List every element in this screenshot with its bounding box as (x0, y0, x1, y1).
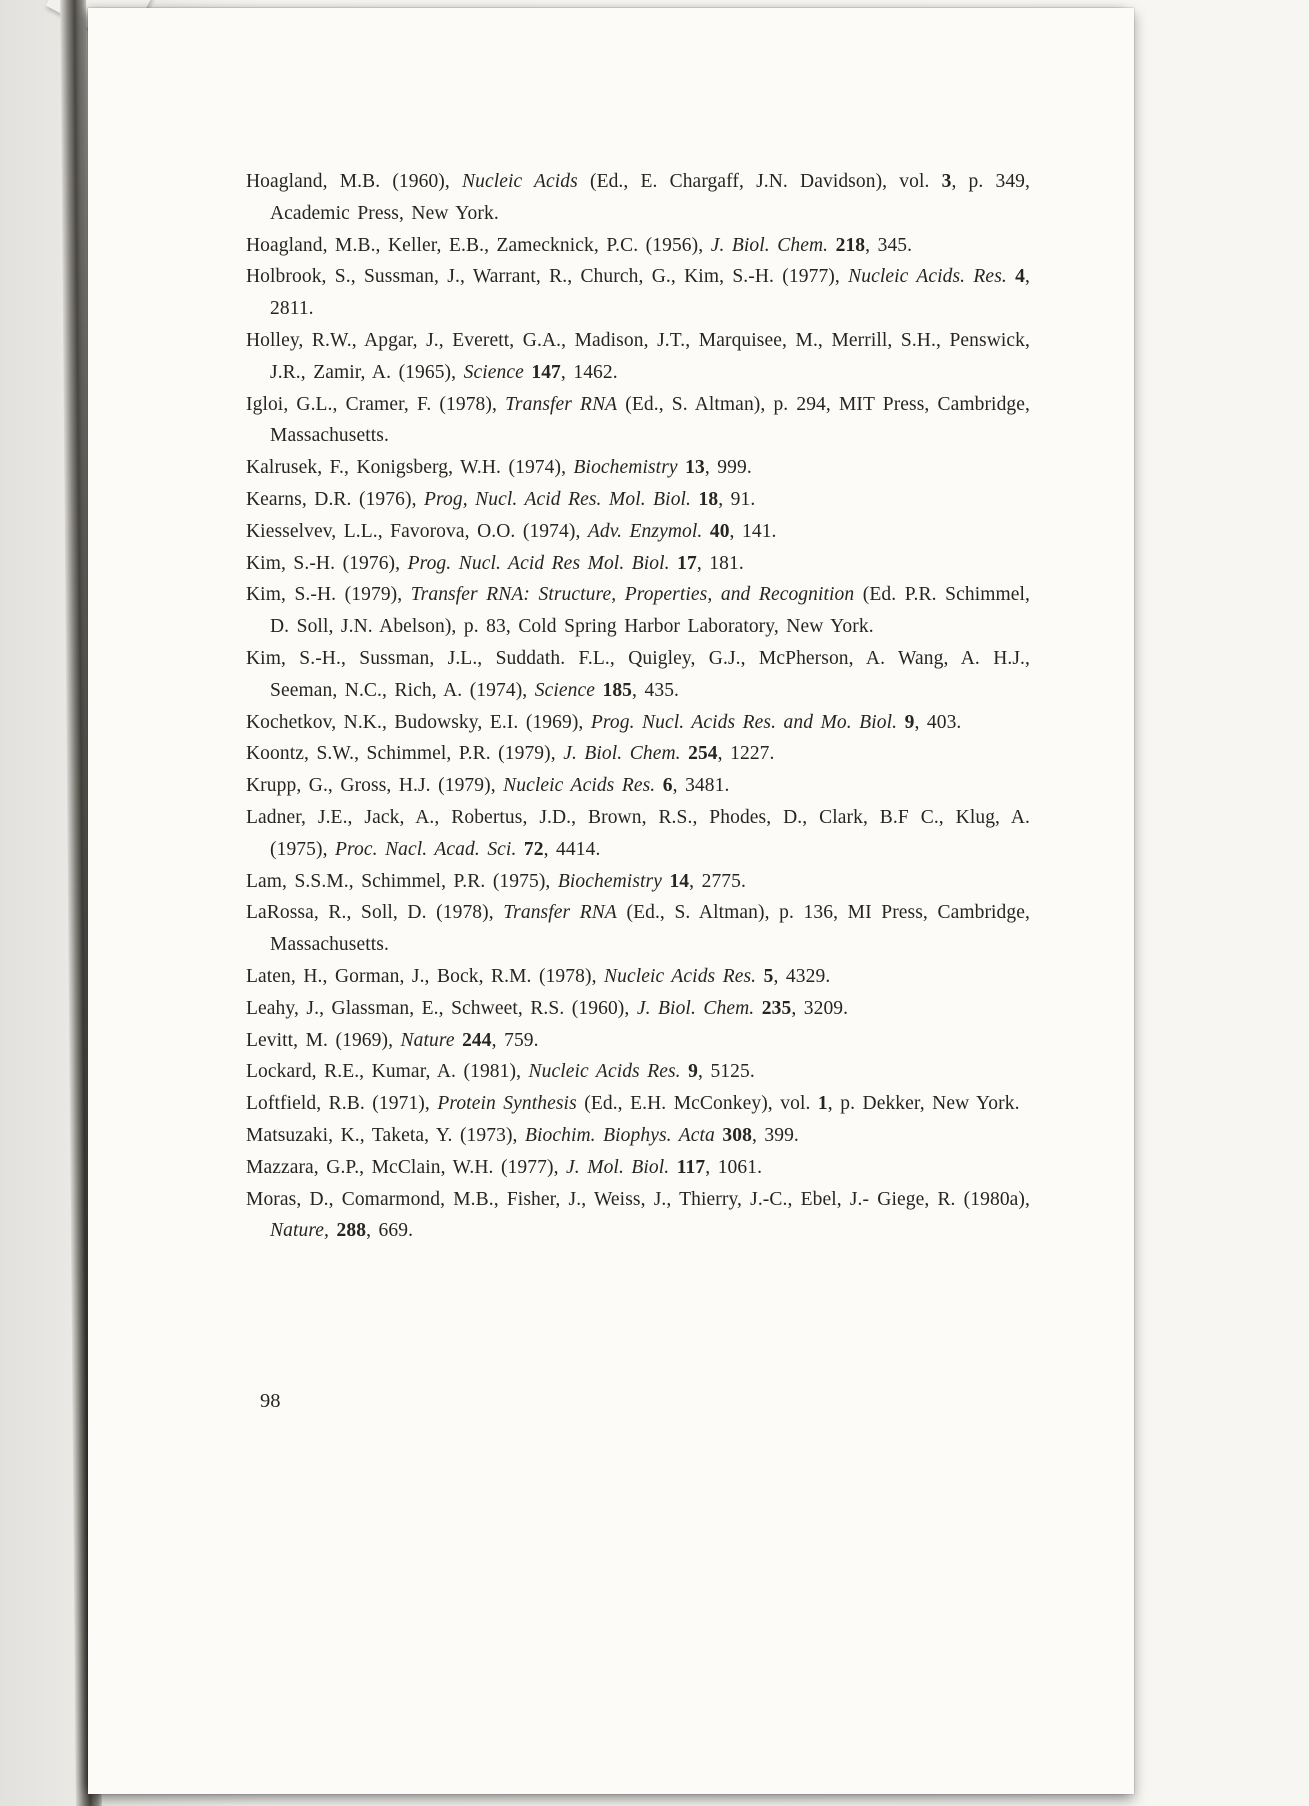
reference-entry (246, 1152, 1030, 1184)
book-page (88, 8, 1134, 1794)
reference-segment: , p. Dekker, New York. (827, 1093, 1020, 1115)
reference-entry (246, 230, 1030, 262)
reference-segment: (Ed., S. Altman), p. 136, MI Press, Cambridge, Massachusetts. (270, 902, 1030, 956)
reference-segment (655, 775, 662, 796)
references-list (246, 166, 1030, 1247)
reference-segment: Biochim. Biophys. Acta (525, 1124, 715, 1146)
reference-entry (246, 1056, 1030, 1088)
reference-segment: (Ed., E. Chargaff, J.N. Davidson), vol. (577, 171, 942, 192)
reference-segment: Nature (400, 1029, 455, 1051)
reference-segment: 308 (722, 1124, 752, 1146)
reference-segment: Moras, D., Comarmond, M.B., Fisher, J., Weiss, J., Thierry, J.-C., Ebel, J.- Giege, R. (1980a), (246, 1188, 1030, 1210)
reference-segment (754, 998, 761, 1019)
reference-segment: Nucleic Acids (462, 171, 578, 192)
reference-segment: Mazzara, G.P., McClain, W.H. (1977), (246, 1156, 567, 1178)
reference-entry (246, 897, 1030, 961)
reference-segment: , 91. (718, 488, 756, 510)
reference-segment: , 403. (914, 711, 962, 733)
reference-segment (756, 966, 763, 987)
reference-segment: 18 (698, 488, 719, 510)
reference-segment: Biochemistry (557, 870, 662, 892)
reference-segment: , 2775. (689, 870, 746, 892)
reference-segment (691, 489, 698, 510)
reference-segment: 185 (602, 679, 633, 701)
reference-entry (246, 1088, 1030, 1120)
reference-segment: Adv. Enzymol. (587, 520, 703, 542)
reference-segment: Koontz, S.W., Schimmel, P.R. (1979), (246, 743, 564, 765)
reference-segment: , 3481. (672, 775, 730, 797)
reference-segment (329, 1220, 336, 1241)
reference-segment: J. Biol. Chem. (636, 997, 755, 1019)
reference-segment: Prog. Nucl. Acid Res Mol. Biol. (407, 552, 670, 574)
reference-segment (702, 521, 709, 542)
reference-segment: Holbrook, S., Sussman, J., Warrant, R., Church, G., Kim, S.-H. (1977), (246, 266, 849, 288)
reference-segment (1007, 266, 1015, 287)
reference-segment: , 5125. (698, 1061, 755, 1083)
reference-segment: Lam, S.S.M., Schimmel, P.R. (1975), (246, 870, 558, 892)
reference-segment: Kochetkov, N.K., Budowsky, E.I. (1969), (246, 711, 591, 733)
reference-segment (897, 712, 904, 733)
reference-entry (246, 802, 1030, 866)
reference-segment: Kim, S.-H. (1979), (246, 584, 411, 606)
reference-segment: Ladner, J.E., Jack, A., Robertus, J.D., Brown, R.S., Phodes, D., Clark, B.F C., Klug, A. (1975), (246, 806, 1030, 860)
reference-segment (516, 839, 523, 860)
reference-segment: 6 (662, 775, 673, 797)
reference-segment: , 181. (696, 552, 744, 574)
reference-segment: 9 (688, 1061, 698, 1083)
reference-entry (246, 1025, 1030, 1057)
reference-segment: Kim, S.-H., Sussman, J.L., Suddath. F.L., Quigley, G.J., McPherson, A. Wang, A. H.J., Seeman, N.C., Rich, A. (1974), (246, 647, 1030, 701)
reference-segment: 218 (835, 234, 866, 256)
reference-segment: Biochemistry (573, 457, 678, 479)
reference-entry (246, 452, 1030, 484)
page-number: 98 (260, 1390, 281, 1412)
reference-segment: J. Mol. Biol. (566, 1156, 670, 1178)
reference-segment: Lockard, R.E., Kumar, A. (1981), (246, 1061, 529, 1083)
reference-entry (246, 389, 1030, 453)
reference-segment: Transfer RNA (505, 393, 618, 415)
reference-segment: , 4414. (543, 838, 601, 860)
reference-segment: , 669. (366, 1220, 414, 1242)
reference-segment (681, 743, 688, 764)
reference-segment: 17 (677, 552, 697, 574)
reference-entry (246, 643, 1030, 707)
reference-segment: 117 (676, 1156, 706, 1178)
reference-segment: Nucleic Acids Res. (503, 775, 656, 797)
reference-segment: 147 (531, 361, 561, 383)
reference-entry (246, 993, 1030, 1025)
reference-segment: 72 (523, 838, 544, 860)
reference-entry (246, 548, 1030, 580)
reference-segment: J. Biol. Chem. (563, 743, 681, 765)
reference-segment: , p. 349, Academic Press, New York. (270, 171, 1030, 224)
reference-segment (455, 1030, 462, 1051)
reference-segment: LaRossa, R., Soll, D. (1978), (246, 902, 504, 924)
reference-segment: , 999. (704, 457, 752, 479)
reference-segment: , 4329. (773, 965, 831, 987)
reference-segment: Krupp, G., Gross, H.J. (1979), (246, 775, 504, 797)
reference-entry (246, 961, 1030, 993)
reference-segment: 5 (763, 965, 774, 987)
reference-segment: 9 (904, 711, 915, 733)
reference-segment: , 141. (729, 520, 777, 542)
reference-segment: Nucleic Acids. Res. (848, 266, 1007, 288)
reference-segment: , 2811. (270, 266, 1030, 320)
reference-segment: Kim, S.-H. (1976), (246, 552, 408, 574)
reference-segment: , 1462. (560, 361, 618, 383)
reference-segment: Protein Synthesis (437, 1093, 577, 1115)
reference-entry (246, 579, 1030, 643)
reference-segment: , 399. (751, 1124, 799, 1146)
reference-segment (828, 235, 835, 256)
reference-segment: , 3209. (791, 997, 849, 1019)
reference-entry (246, 866, 1030, 898)
reference-segment: , 435. (632, 679, 680, 701)
reference-segment: 288 (336, 1220, 367, 1242)
reference-segment: Matsuzaki, K., Taketa, Y. (1973), (246, 1124, 525, 1146)
reference-entry (246, 1120, 1030, 1152)
reference-segment: Kearns, D.R. (1976), (246, 488, 425, 510)
reference-segment: (Ed. P.R. Schimmel, D. Soll, J.N. Abelson), p. 83, Cold Spring Harbor Laboratory, New York. (270, 584, 1030, 638)
reference-segment: 13 (685, 457, 705, 479)
reference-entry (246, 738, 1030, 770)
reference-segment: Nucleic Acids Res. (528, 1061, 681, 1083)
reference-segment: 244 (462, 1029, 492, 1051)
reference-entry (246, 707, 1030, 739)
reference-entry (246, 484, 1030, 516)
reference-segment: Prog. Nucl. Acids Res. and Mo. Biol. (590, 711, 898, 733)
reference-segment: Loftfield, R.B. (1971), (246, 1093, 438, 1115)
reference-segment: Hoagland, M.B. (1960), (246, 171, 462, 192)
reference-segment (670, 553, 677, 574)
reference-segment: 40 (709, 520, 730, 542)
reference-segment: Prog, Nucl. Acid Res. Mol. Biol. (424, 488, 692, 510)
reference-entry (246, 1184, 1030, 1248)
reference-entry (246, 325, 1030, 389)
reference-segment: Transfer RNA: Structure, Properties, and Recognition (410, 584, 855, 606)
reference-segment: 235 (761, 997, 792, 1019)
reference-segment: , 759. (491, 1029, 539, 1051)
reference-segment (669, 1157, 676, 1178)
reference-segment: Hoagland, M.B., Keller, E.B., Zamecknick, P.C. (1956), (246, 234, 711, 256)
reference-segment: 1 (817, 1093, 828, 1115)
reference-segment: Igloi, G.L., Cramer, F. (1978), (246, 393, 506, 415)
reference-segment: , 1061. (705, 1156, 763, 1178)
reference-segment: Laten, H., Gorman, J., Bock, R.M. (1978), (246, 965, 605, 987)
reference-segment: Nucleic Acids Res. (604, 965, 757, 987)
reference-segment: Levitt, M. (1969), (246, 1029, 401, 1051)
reference-entry (246, 166, 1030, 230)
reference-segment: (Ed., S. Altman), p. 294, MIT Press, Cambridge, Massachusetts. (270, 393, 1031, 447)
reference-segment: , 345. (865, 234, 913, 256)
reference-entry (246, 770, 1030, 802)
reference-entry (246, 516, 1030, 548)
reference-segment: Leahy, J., Glassman, E., Schweet, R.S. (1960), (246, 997, 637, 1019)
reference-segment (678, 457, 685, 478)
reference-segment: (Ed., E.H. McConkey), vol. (576, 1093, 818, 1115)
reference-segment: Nature, (270, 1220, 330, 1242)
reference-segment: 14 (669, 870, 690, 892)
reference-segment: 3 (941, 171, 952, 192)
reference-segment: Holley, R.W., Apgar, J., Everett, G.A., Madison, J.T., Marquisee, M., Merrill, S.H., Penswick, J.R., Zamir, A. (1965), (246, 329, 1030, 383)
reference-segment: Proc. Nacl. Acad. Sci. (335, 838, 517, 860)
reference-segment: , 1227. (717, 743, 775, 765)
reference-segment: Transfer RNA (503, 902, 617, 924)
reference-segment: J. Biol. Chem. (710, 234, 829, 256)
reference-segment: 4 (1015, 266, 1026, 288)
reference-segment: Science (463, 361, 524, 383)
reference-segment: 254 (688, 743, 718, 765)
reference-segment: Kiesselvev, L.L., Favorova, O.O. (1974), (246, 520, 588, 542)
reference-segment: Science (534, 679, 595, 701)
reference-entry (246, 261, 1030, 325)
reference-segment: Kalrusek, F., Konigsberg, W.H. (1974), (246, 457, 574, 479)
